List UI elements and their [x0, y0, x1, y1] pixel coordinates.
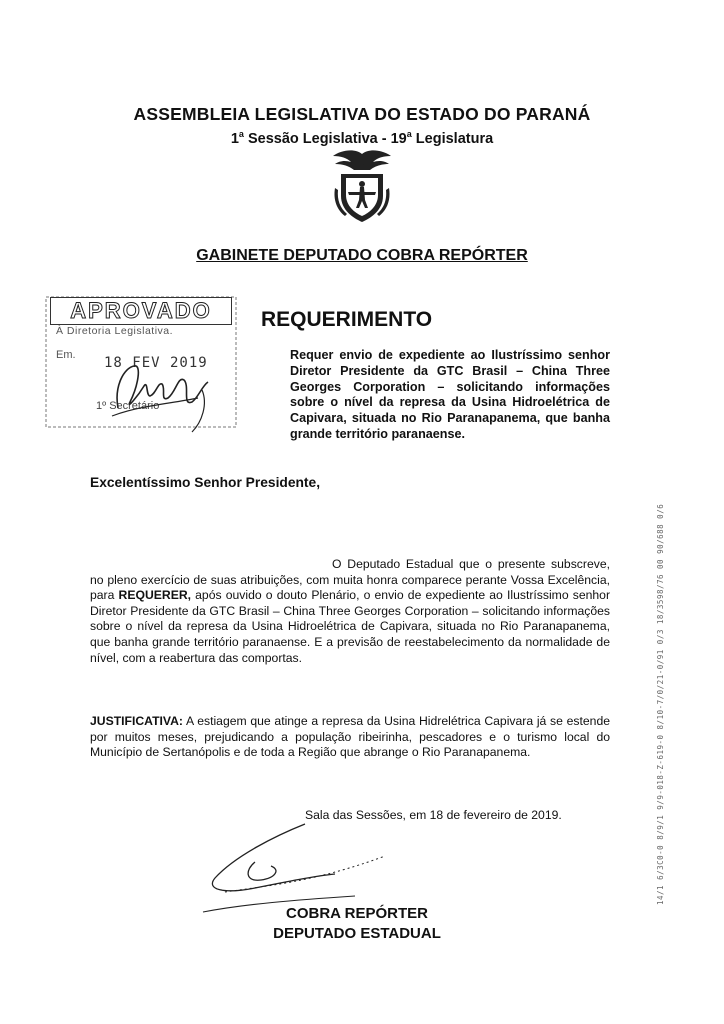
parana-coat-of-arms-icon: [327, 148, 397, 224]
stamp-signature-scribble: [98, 346, 238, 436]
signatory-role: DEPUTADO ESTADUAL: [273, 925, 441, 942]
stamp-directorate-label: À Diretoria Legislativa.: [56, 325, 174, 337]
document-heading: REQUERIMENTO: [261, 308, 433, 331]
session-date-line: Sala das Sessões, em 18 de fevereiro de 2019.: [305, 808, 562, 822]
assembly-title: ASSEMBLEIA LEGISLATIVA DO ESTADO DO PARANÁ: [133, 104, 591, 124]
protocol-side-code: 14/1 6/3C0-0 8/9/1 9/9-018-Z-619-0 8/10-7/0/21-0/91 0/3 18/3598/76 00 90/688 0/6: [656, 503, 665, 905]
request-summary: Requer envio de expediente ao Ilustríssimo senhor Diretor Presidente da GTC Brasil – China Three Georges Corporation – solicitando informações sobre o nível da represa da Usina Hidroelétrica de Capivara, situada no Rio Paranapanema, que banha grande território paranaense.: [290, 348, 610, 441]
stamp-em-label: Em.: [56, 349, 76, 361]
stamp-secretary-label: 1º Secretário: [96, 400, 160, 412]
salutation: Excelentíssimo Senhor Presidente,: [90, 475, 321, 490]
stamp-approved-label: APROVADO: [50, 297, 232, 325]
stamp-date: 18 FEV 2019: [104, 355, 208, 371]
session-subtitle: 1$^a$ Sessão Legislativa - 19$^a$ Legislatura: [230, 129, 494, 147]
cabinet-title: GABINETE DEPUTADO COBRA REPÓRTER: [196, 247, 528, 264]
signatory-name: COBRA REPÓRTER: [286, 905, 428, 922]
justification-paragraph: JUSTIFICATIVA: A estiagem que atinge a represa da Usina Hidrelétrica Capivara já se estende por muitos meses, prejudicando a população ribeirinha, pescadores e o turismo local do Município de Sertanópolis e de toda a Região que abrange o Rio Paranapanema.: [90, 714, 610, 760]
body-paragraph: O Deputado Estadual que o presente subscreve, no pleno exercício de suas atribuições, com muita honra comparece perante Vossa Excelência, para REQUERER, após ouvido o douto Plenário, o envio de expediente ao Ilustríssimo senhor Diretor Presidente da GTC Brasil – China Three Georges Corporation – solicitando informações sobre o nível da represa da Usina Hidroelétrica de Capivara, situada no Rio Paranapanema, que banha grande território paranaense. E a previsão de reestabelecimento da normalidade de nível, com a reabertura das comportas.: [90, 557, 611, 665]
